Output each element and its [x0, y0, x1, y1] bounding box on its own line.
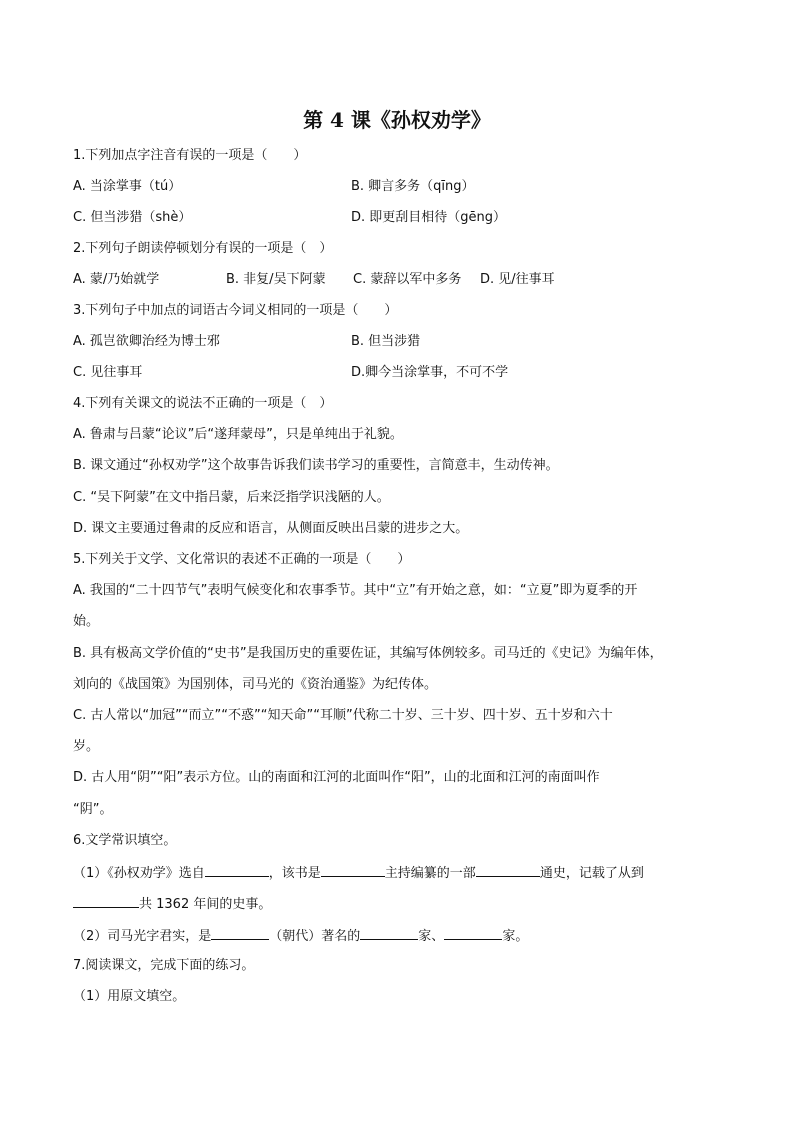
page-title: 第 4 课《孙权劝学》 [303, 108, 491, 132]
question-2-stem: 2.下列句子朗读停顿划分有误的一项是（ ） [73, 241, 333, 256]
fill-text: ，该书是 [268, 866, 321, 881]
fill-text: （1）《孙权劝学》选自 [73, 866, 205, 881]
question-2-option-d: D. 见/往事耳 [480, 272, 555, 287]
question-5-option-a-line2: 始。 [73, 614, 100, 629]
question-1-stem: 1.下列加点字注音有误的一项是（ ） [73, 148, 307, 163]
fill-text: 家。 [502, 929, 529, 944]
question-3-option-a: A. 孤岂欲卿治经为博士邪 [73, 334, 220, 349]
fill-text: （朝代）著名的 [269, 929, 361, 944]
question-3-option-c: C. 见往事耳 [73, 365, 143, 380]
question-4-option-c: C. “吴下阿蒙”在文中指吕蒙，后来泛指学识浅陋的人。 [73, 490, 390, 505]
fill-text: 通史，记载了从到 [539, 866, 644, 881]
fill-blank-role-2[interactable] [444, 925, 502, 940]
question-1-option-c: C. 但当涉猎（shè） [73, 210, 192, 225]
question-4-stem: 4.下列有关课文的说法不正确的一项是（ ） [73, 396, 333, 411]
question-4-option-d: D. 课文主要通过鲁肃的反应和语言，从侧面反映出吕蒙的进步之大。 [73, 521, 469, 536]
question-3-stem: 3.下列句子中加点的词语古今词义相同的一项是（ ） [73, 303, 398, 318]
question-2-option-a: A. 蒙/乃始就学 [73, 272, 160, 287]
question-1-option-d: D. 即更刮目相待（gēng） [351, 210, 507, 225]
question-6-part-1-line1 [73, 862, 644, 884]
question-6-part-2 [73, 925, 528, 947]
question-4-option-b: B. 课文通过“孙权劝学”这个故事告诉我们读书学习的重要性，言简意丰，生动传神。 [73, 458, 559, 473]
fill-blank-role-1[interactable] [360, 925, 418, 940]
fill-text: 共 1362 年间的史事。 [139, 897, 272, 912]
fill-blank-editor[interactable] [321, 862, 385, 877]
question-3-option-d: D.卿今当涂掌事，不可不学 [351, 365, 509, 380]
question-1-option-a: A. 当涂掌事（tú） [73, 179, 182, 194]
question-7-stem: 7.阅读课文，完成下面的练习。 [73, 958, 255, 973]
fill-blank-period[interactable] [73, 893, 139, 908]
question-5-option-d-line1: D. 古人用“阴”“阳”表示方位。山的南面和江河的北面叫作“阳”，山的北面和江河的南面叫作 [73, 770, 600, 785]
question-1-option-b: B. 卿言多务（qīng） [351, 179, 475, 194]
question-5-option-a-line1: A. 我国的“二十四节气”表明气候变化和农事季节。其中“立”有开始之意，如：“立夏”即为夏季的开 [73, 583, 638, 598]
question-5-option-b-line1: B. 具有极高文学价值的“史书”是我国历史的重要佐证，其编写体例较多。司马迁的《史记》为编年体， [73, 646, 663, 661]
question-5-option-d-line2: “阴”。 [73, 802, 113, 817]
question-5-stem: 5.下列关于文学、文化常识的表述不正确的一项是（ ） [73, 552, 411, 567]
fill-blank-source-book[interactable] [205, 862, 269, 877]
fill-text: 主持编纂的一部 [384, 866, 476, 881]
question-5-option-c-line2: 岁。 [73, 739, 100, 754]
question-5-option-b-line2: 刘向的《战国策》为国别体，司马光的《资治通鉴》为纪传体。 [73, 677, 438, 692]
fill-text: 家、 [418, 929, 445, 944]
question-6-part-1-line2 [73, 893, 271, 915]
question-4-option-a: A. 鲁肃与吕蒙“论议”后“遂拜蒙母”，只是单纯出于礼貌。 [73, 427, 403, 442]
question-3-option-b: B. 但当涉猎 [351, 334, 421, 349]
question-2-option-b: B. 非复/吴下阿蒙 [226, 272, 326, 287]
question-7-part-1: （1）用原文填空。 [73, 989, 186, 1004]
fill-blank-history-type[interactable] [476, 862, 540, 877]
question-5-option-c-line1: C. 古人常以“加冠”“而立”“不惑”“知天命”“耳顺”代称二十岁、三十岁、四十岁、五十岁和六十 [73, 708, 613, 723]
question-2-option-c: C. 蒙辞以军中多务 [353, 272, 462, 287]
fill-blank-dynasty[interactable] [211, 925, 269, 940]
question-6-stem: 6.文学常识填空。 [73, 833, 177, 848]
fill-text: （2）司马光字君实，是 [73, 929, 212, 944]
